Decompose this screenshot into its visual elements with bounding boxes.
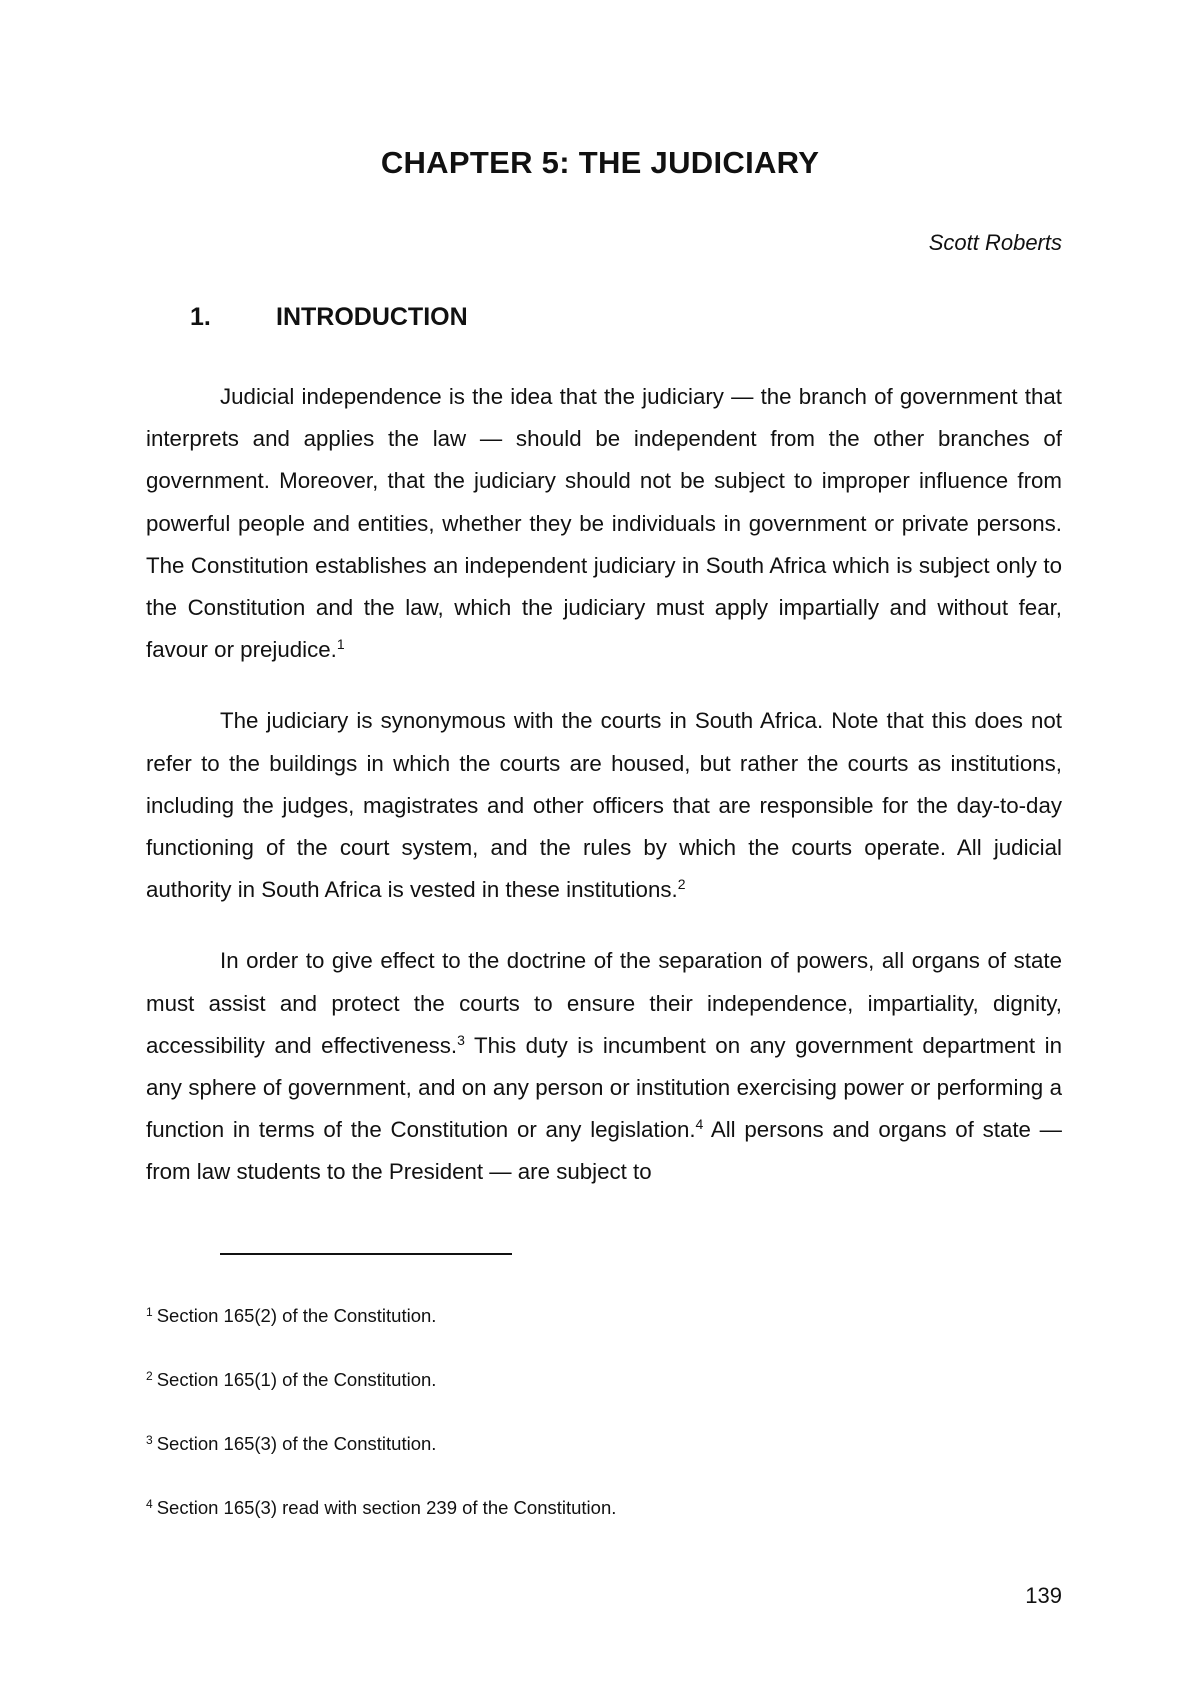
section-title: INTRODUCTION xyxy=(276,303,468,331)
footnote-ref-1[interactable]: 1 xyxy=(336,636,345,653)
footnote-2 xyxy=(146,1368,1046,1432)
footnote-text: Section 165(2) of the Constitution. xyxy=(156,1305,437,1326)
paragraph-2 xyxy=(146,700,1062,911)
paragraph-text: The judiciary is synonymous with the courts in South Africa. Note that this does not refer to the buildings in which the courts are housed, but rather the courts as institutions, including the judges, magistrates and other officers that are responsible for the day-to-day functioning of the court system, and the rules by which the courts operate. All judicial authority in South Africa is vested in these institutions. xyxy=(146,708,1062,903)
author-name: Scott Roberts xyxy=(928,230,1062,255)
footnote-number: 3 xyxy=(146,1433,153,1447)
body-text xyxy=(146,376,1062,1223)
paragraph-text: This duty is incumbent on any government department in any sphere of government, and on any person or institution exercising power or performing a function in terms of the Constitution or any legislation. xyxy=(146,1032,1062,1143)
paragraph-1 xyxy=(146,376,1062,671)
page-number: 139 xyxy=(1025,1583,1062,1608)
paragraph-text: Judicial independence is the idea that the judiciary — the branch of government that interprets and applies the law — should be independent from the other branches of government. Moreover, that the judiciary should not be subject to improper influence from powerful people and entities, whether they be individuals in government or private persons. The Constitution establishes an independent judiciary in South Africa which is subject only to the Constitution and the law, which the judiciary must apply impartially and without fear, favour or prejudice. xyxy=(146,384,1062,663)
footnote-text: Section 165(3) read with section 239 of the Constitution. xyxy=(156,1497,617,1518)
paragraph-3 xyxy=(146,940,1062,1193)
footnote-ref-3[interactable]: 3 xyxy=(457,1031,465,1048)
footnote-ref-2[interactable]: 2 xyxy=(677,876,686,893)
footnote-ref-4[interactable]: 4 xyxy=(695,1116,704,1133)
footnote-1 xyxy=(146,1304,1046,1368)
footnote-number: 1 xyxy=(146,1305,153,1319)
footnote-text: Section 165(3) of the Constitution. xyxy=(156,1433,437,1454)
chapter-title: CHAPTER 5: THE JUDICIARY xyxy=(380,145,820,180)
footnote-3 xyxy=(146,1432,1046,1496)
section-heading xyxy=(190,303,468,332)
paragraph-text: In order to give effect to the doctrine of the separation of powers, all organs of state must assist and protect the courts to ensure their independence, impartiality, dignity, accessibility and effectiveness. xyxy=(146,948,1062,1058)
footnote-number: 4 xyxy=(146,1497,153,1511)
paragraph-text: All persons and organs of state — from law students to the President — are subject to xyxy=(146,1117,1062,1185)
section-number: 1. xyxy=(190,303,211,331)
footnote-number: 2 xyxy=(146,1369,153,1383)
footnote-text: Section 165(1) of the Constitution. xyxy=(156,1369,437,1390)
footnote-4 xyxy=(146,1496,1046,1560)
footnotes xyxy=(146,1304,1046,1560)
footnote-separator xyxy=(220,1253,512,1255)
